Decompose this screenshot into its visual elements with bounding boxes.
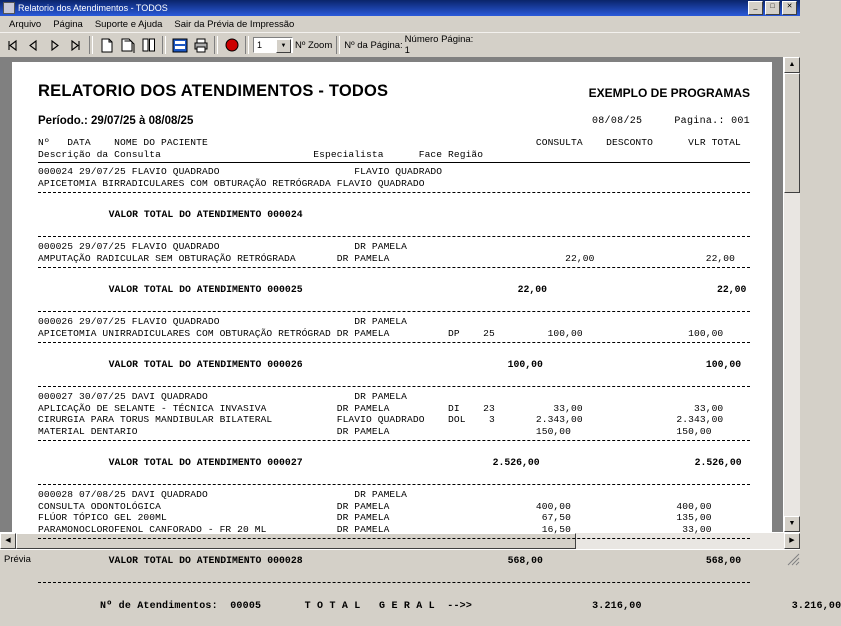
scroll-up-button[interactable]: ▲ <box>784 57 800 73</box>
toolbar-separator-3 <box>214 36 218 54</box>
atendimento-row: APICETOMIA BIRRADICULARES COM OBTURAÇÃO RETRÓGRADA FLAVIO QUADRADO <box>38 177 425 189</box>
group-total-valor: 2.526,00 <box>694 457 742 468</box>
toolbar-separator-1 <box>89 36 93 54</box>
header-rule <box>38 162 750 163</box>
toolbar-separator-5 <box>336 36 340 54</box>
toolbar-separator-2 <box>162 36 166 54</box>
group-rule <box>38 267 750 268</box>
group-total-valor: 22,00 <box>716 284 747 295</box>
group-rule <box>38 538 750 539</box>
atendimento-row: 000024 29/07/25 FLAVIO QUADRADO FLAVIO QUADRADO <box>38 166 443 177</box>
atendimento-row: 000026 29/07/25 FLAVIO QUADRADO DR PAMELA <box>38 316 408 327</box>
first-page-icon[interactable] <box>3 36 22 55</box>
group-rule <box>38 386 750 387</box>
group-total-row <box>38 543 750 579</box>
next-page-icon[interactable] <box>45 36 64 55</box>
zoom-fit-icon[interactable] <box>170 36 189 55</box>
vertical-scroll-thumb[interactable] <box>784 73 800 193</box>
column-header-line-2: Descrição da Consulta Especialista Face Região <box>38 148 484 160</box>
atendimento-group <box>38 166 750 237</box>
grand-total-valor: 3.216,00 <box>791 601 841 612</box>
page-number-label: Nº da Página: <box>344 39 403 51</box>
atendimento-row: 000025 29/07/25 FLAVIO QUADRADO DR PAMELA <box>38 241 408 252</box>
group-total-row <box>38 272 750 308</box>
last-page-icon[interactable] <box>66 36 85 55</box>
status-text: Prévia <box>4 553 31 565</box>
print-icon[interactable] <box>191 36 210 55</box>
group-total-label: VALOR TOTAL DO ATENDIMENTO 000025 <box>108 284 303 295</box>
zoom-select-value: 1 <box>257 40 263 50</box>
atendimento-group <box>38 489 750 583</box>
report-period: Período.: 29/07/25 à 08/08/25 <box>38 115 194 127</box>
group-total-valor: 568,00 <box>705 555 742 566</box>
group-rule <box>38 440 750 441</box>
report-date-page <box>592 116 750 127</box>
group-rule <box>38 582 750 583</box>
report-title: RELATORIO DOS ATENDIMENTOS - TODOS <box>38 82 389 100</box>
app-icon <box>3 2 15 14</box>
group-rule <box>38 311 750 312</box>
group-total-consulta: 100,00 <box>507 359 543 370</box>
two-pages-icon[interactable] <box>139 36 158 55</box>
report-header <box>38 82 750 101</box>
chevron-down-icon[interactable]: ▼ <box>276 39 291 53</box>
menu-item-pagina[interactable]: Página <box>53 18 83 30</box>
window-title: Relatorio dos Atendimentos - TODOS <box>18 3 168 13</box>
grand-total-row <box>38 587 841 626</box>
atendimento-row: MATERIAL DENTARIO DR PAMELA 150,00 150,00 <box>38 425 712 437</box>
report-period-line <box>38 115 750 127</box>
group-rule <box>38 484 750 485</box>
grand-total-consulta: 3.216,00 <box>592 601 642 612</box>
group-total-row <box>38 347 750 383</box>
group-total-label: VALOR TOTAL DO ATENDIMENTO 000026 <box>108 359 303 370</box>
page-number-value[interactable]: Número Página: 1 <box>404 34 474 56</box>
group-rule <box>38 192 750 193</box>
zoom-label: Nº Zoom <box>295 39 333 51</box>
scroll-right-button[interactable]: ▶ <box>784 533 800 549</box>
copy-page-icon[interactable] <box>118 36 137 55</box>
resize-grip-icon[interactable] <box>786 552 800 566</box>
menu-item-arquivo[interactable]: Arquivo <box>9 18 42 30</box>
group-total-consulta: 2.526,00 <box>492 457 540 468</box>
grand-total-label: Nº de Atendimentos: 00005 T O T A L G E R A L -->> <box>100 601 473 612</box>
report-column-headers <box>38 137 750 160</box>
atendimento-row: 000028 07/08/25 DAVI QUADRADO DR PAMELA <box>38 489 408 500</box>
previous-page-icon[interactable] <box>24 36 43 55</box>
scroll-left-button[interactable]: ◀ <box>0 533 16 549</box>
atendimento-row: PARAMONOCLOROFENOL CANFORADO - FR 20 ML DR PAMELA 16,50 33,00 <box>38 523 712 535</box>
column-header-line-1: Nº DATA NOME DO PACIENTE CONSULTA DESCONTO VLR TOTAL <box>38 137 741 148</box>
group-total-row <box>38 445 750 481</box>
group-rule <box>38 342 750 343</box>
window-controls <box>748 1 797 15</box>
report-date: 08/08/25 <box>591 116 643 127</box>
new-page-icon[interactable] <box>97 36 116 55</box>
zoom-select[interactable] <box>253 37 293 53</box>
minimize-button[interactable]: _ <box>748 1 763 15</box>
report-page-number: Pagina.: 001 <box>674 116 750 127</box>
group-total-label: VALOR TOTAL DO ATENDIMENTO 000027 <box>108 457 303 468</box>
atendimento-row: CIRURGIA PARA TORUS MANDIBULAR BILATERAL FLAVIO QUADRADO DOL 3 2.343,00 2.343,00 <box>38 414 724 425</box>
scroll-down-button[interactable]: ▼ <box>784 516 800 532</box>
group-total-valor: 100,00 <box>705 359 742 370</box>
toolbar <box>0 32 800 57</box>
atendimento-row: APICETOMIA UNIRRADICULARES COM OBTURAÇÃO RETRÓGRAD DR PAMELA DP 25 100,00 100,00 <box>38 327 724 339</box>
toolbar-separator-4 <box>245 36 249 54</box>
atendimento-row: APLICAÇÃO DE SELANTE - TÉCNICA INVASIVA DR PAMELA DI 23 33,00 33,00 <box>38 402 724 414</box>
atendimento-group <box>38 391 750 485</box>
report-company: EXEMPLO DE PROGRAMAS <box>588 86 750 100</box>
group-total-label: VALOR TOTAL DO ATENDIMENTO 000028 <box>108 555 303 566</box>
group-rule <box>38 236 750 237</box>
atendimento-group <box>38 241 750 312</box>
atendimento-group <box>38 316 750 387</box>
atendimento-row: FLÚOR TÓPICO GEL 200ML DR PAMELA 67,50 135,00 <box>38 512 712 523</box>
close-button[interactable]: ✕ <box>782 1 797 15</box>
title-bar <box>0 0 800 16</box>
vertical-scroll-track[interactable] <box>784 193 800 516</box>
atendimento-row: AMPUTAÇÃO RADICULAR SEM OBTURAÇÃO RETRÓGRADA DR PAMELA 22,00 22,00 <box>38 252 736 264</box>
atendimento-row: 000027 30/07/25 DAVI QUADRADO DR PAMELA <box>38 391 408 402</box>
menu-item-suporte-e-ajuda[interactable]: Suporte e Ajuda <box>94 18 163 30</box>
menu-bar <box>0 16 800 32</box>
group-total-consulta: 568,00 <box>507 555 543 566</box>
menu-item-sair-da-previa-de-impressao[interactable]: Sair da Prévia de Impressão <box>174 18 295 30</box>
group-total-row <box>38 197 750 233</box>
atendimento-row: CONSULTA ODONTOLÓGICA DR PAMELA 400,00 400,00 <box>38 500 712 512</box>
vertical-scrollbar[interactable] <box>783 57 800 532</box>
stop-icon[interactable] <box>222 36 241 55</box>
maximize-button[interactable]: □ <box>765 1 780 15</box>
group-total-consulta: 22,00 <box>517 284 547 295</box>
group-total-label: VALOR TOTAL DO ATENDIMENTO 000024 <box>108 209 303 220</box>
